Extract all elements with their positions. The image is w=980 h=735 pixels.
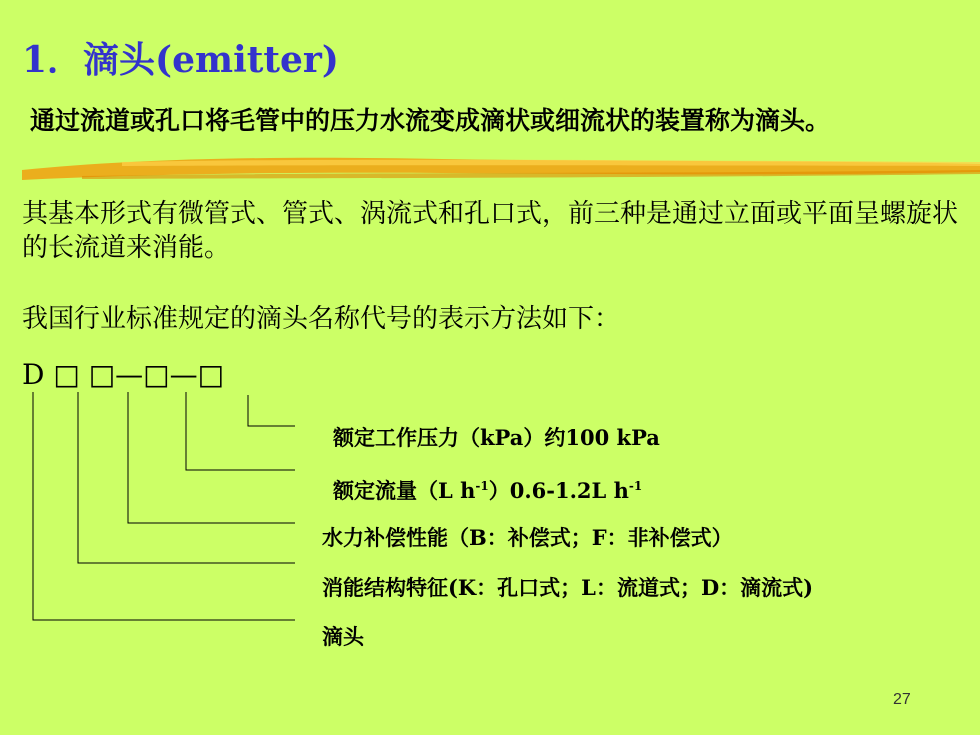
page-number: 27 [893,691,911,708]
forms-paragraph: 其基本形式有微管式、管式、涡流式和孔口式，前三种是通过立面或平面呈螺旋状的长流道来消能。 [22,199,959,263]
code-pattern: D □ □—□—□ [22,358,225,391]
definition-text: 通过流道或孔口将毛管中的压力水流变成滴状或细流状的装置称为滴头。 [30,106,831,135]
flow-mid: ）0.6-1.2L h [488,478,629,503]
flow-sup-1: -1 [475,479,489,493]
connector-compensation [128,392,295,523]
slide-title: 1．滴头(emitter) [22,39,339,81]
connector-pressure [248,395,295,426]
standard-paragraph: 我国行业标准规定的滴头名称代号的表示方法如下： [22,304,621,334]
label-rated-flow [333,475,642,505]
flow-prefix: 额定流量（L h [333,478,476,503]
label-structure: 消能结构特征(K：孔口式；L：流道式；D：滴流式) [322,575,814,600]
connector-flow [186,392,295,470]
label-compensation: 水力补偿性能（B：补偿式；F：非补偿式） [322,525,733,550]
label-emitter: 滴头 [322,624,364,649]
label-rated-pressure: 额定工作压力（kPa）约100 kPa [333,425,660,450]
flow-sup-2: -1 [628,479,643,493]
